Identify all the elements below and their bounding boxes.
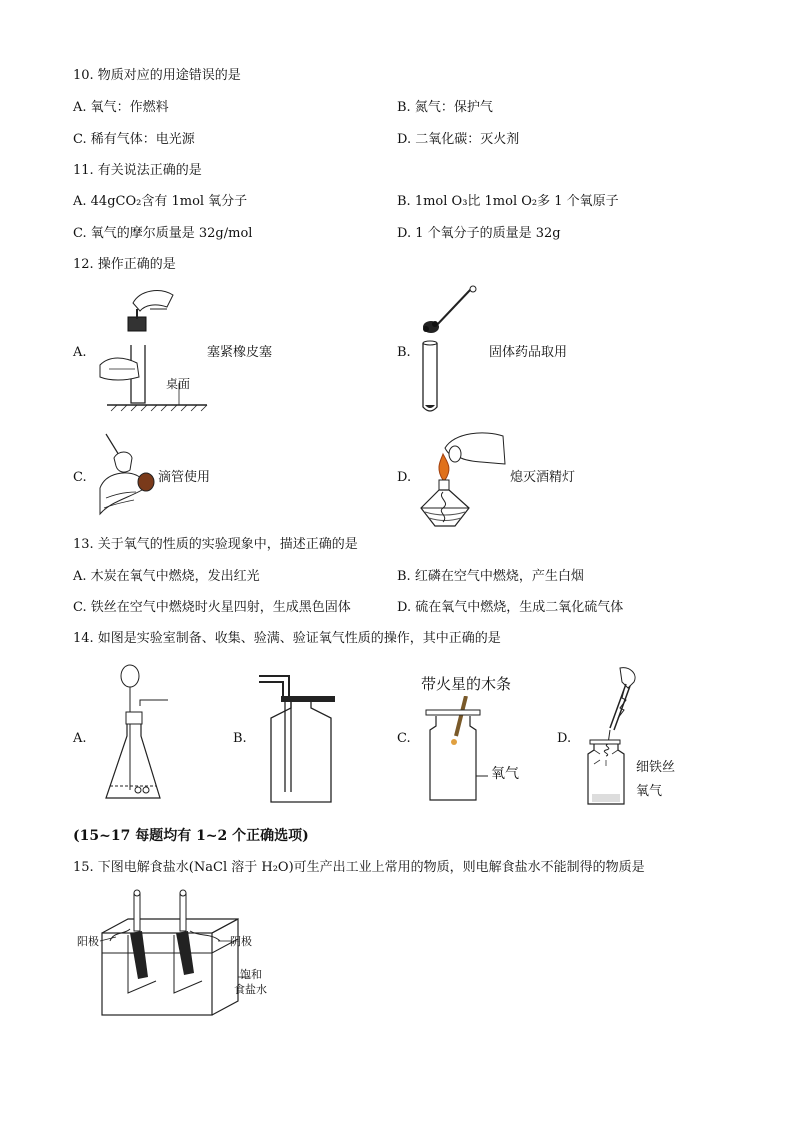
q12-letter-c: C. [73, 470, 87, 485]
q12-stem: 12. 操作正确的是 [73, 257, 176, 272]
q12-figure-c-dropper [92, 428, 157, 526]
q15-anode-label: 阳极 [77, 935, 99, 948]
q14-figure-c-gas-jar [420, 696, 525, 804]
q14-figure-a-flask [100, 662, 170, 804]
q11-stem: 11. 有关说法正确的是 [73, 163, 202, 178]
q12-figure-d-lamp [415, 428, 510, 530]
q14-d-gas-label: 氧气 [636, 784, 663, 799]
section-note: (15~17 每题均有 1~2 个正确选项) [73, 828, 309, 844]
q12-letter-d: D. [397, 470, 412, 485]
q12-letter-b: B. [397, 345, 411, 360]
q10-option-c: C. 稀有气体：电光源 [73, 132, 195, 147]
q10-option-b: B. 氮气：保护气 [397, 100, 493, 115]
q12-desk-label: 桌面 [166, 377, 191, 391]
q13-option-c: C. 铁丝在空气中燃烧时火星四射，生成黑色固体 [73, 600, 351, 615]
q14-figure-d-iron-wire [580, 664, 640, 806]
q14-letter-b: B. [233, 731, 247, 746]
q12-letter-a: A. [73, 345, 87, 360]
q11-option-b: B. 1mol O₃比 1mol O₂多 1 个氧原子 [397, 194, 619, 209]
q10-stem: 10. 物质对应的用途错误的是 [73, 68, 241, 83]
q12-figure-b-solid [415, 285, 485, 417]
q15-stem: 15. 下图电解食盐水(NaCl 溶于 H₂O)可生产出工业上常用的物质，则电解食盐水不能制得的物质是 [73, 860, 645, 875]
q14-stem: 14. 如图是实验室制备、收集、验满、验证氧气性质的操作，其中正确的是 [73, 631, 501, 646]
q14-letter-a: A. [73, 731, 87, 746]
q15-cathode-label: 阴极 [230, 935, 252, 948]
q15-solution-label-2: 食盐水 [234, 983, 267, 996]
q14-figure-b-collection-bottle [255, 672, 337, 804]
q12-figure-a-stopper [95, 285, 210, 415]
q14-d-wire-label: 细铁丝 [636, 760, 676, 775]
q11-option-d: D. 1 个氧分子的质量是 32g [397, 226, 561, 241]
q14-letter-d: D. [557, 731, 572, 746]
q10-option-d: D. 二氧化碳：灭火剂 [397, 132, 520, 147]
q14-c-side-label: 氧气 [491, 766, 519, 782]
q11-option-c: C. 氧气的摩尔质量是 32g/mol [73, 226, 253, 241]
q13-option-b: B. 红磷在空气中燃烧，产生白烟 [397, 569, 584, 584]
q13-option-a: A. 木炭在氧气中燃烧，发出红光 [73, 569, 260, 584]
q12-caption-b: 固体药品取用 [489, 345, 568, 360]
q13-option-d: D. 硫在氧气中燃烧，生成二氧化硫气体 [397, 600, 624, 615]
q14-c-top-label: 带火星的木条 [421, 675, 512, 693]
q12-caption-a: 塞紧橡皮塞 [207, 345, 273, 360]
q12-caption-c: 滴管使用 [158, 470, 211, 485]
q15-solution-label-1: 饱和 [240, 968, 262, 981]
q13-stem: 13. 关于氧气的性质的实验现象中，描述正确的是 [73, 537, 358, 552]
q11-option-a: A. 44gCO₂含有 1mol 氧分子 [73, 194, 248, 209]
q12-caption-d: 熄灭酒精灯 [510, 470, 576, 485]
q15-figure-electrolysis [70, 885, 285, 1023]
q10-option-a: A. 氧气：作燃料 [73, 100, 169, 115]
q14-letter-c: C. [397, 731, 411, 746]
